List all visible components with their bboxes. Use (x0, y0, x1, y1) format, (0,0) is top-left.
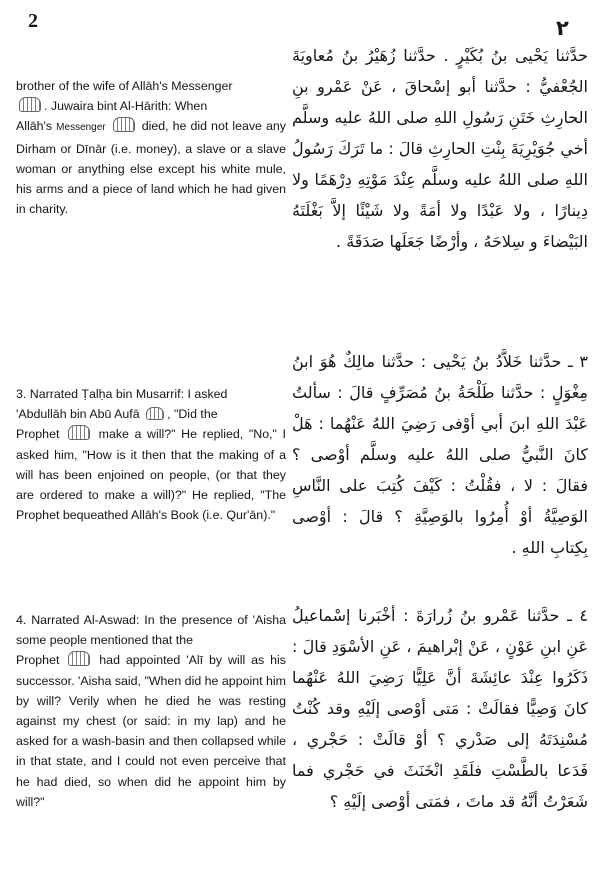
english-passage-1 (16, 76, 286, 219)
passage-text: Prophet (16, 653, 60, 668)
passage-text: 3. Narrated Ṭalḥa bin Musarrif: I asked (16, 387, 228, 401)
english-passage-3 (16, 384, 286, 525)
passage-text: 'Abdullāh bin Abū Aufā (16, 407, 140, 422)
passage-text: . Juwaira bint Al-Hārith: When (44, 99, 208, 114)
radiallahu-anhu-icon (146, 407, 164, 420)
sallallahu-alaihi-wasallam-icon (113, 117, 135, 132)
passage-text: as his successor. 'Aisha said, "When did he appoint him by will? Verily when he died he was resting against my chest (or said: in my lap) and he asked for a wash-basin and then collapsed while in that state, and I could not even perceive that he had died, so when did he appoint him by will?" (16, 653, 287, 809)
sallallahu-alaihi-wasallam-icon (68, 425, 90, 440)
page-number-arabic: ٢ (556, 16, 569, 40)
passage-text: Allāh's (16, 119, 53, 134)
passage-text: died, he did not (141, 119, 229, 134)
passage-text: "No," I asked him, "How is it then that the making of a will has been enjoined on people, (or that they are ordered to make a will)?" He replied, "The Prophet bequeathed Allāh's Book (i.e. Qur'ān)." (16, 427, 286, 523)
passage-text: leave any Dirham or Dīnār (i.e. money), a slave or a slave woman or anything else except his white mule, his arms and a piece of land which he had given in charity. (16, 119, 286, 217)
english-passage-4 (16, 610, 286, 812)
arabic-hadith-4: ٤ ـ حدَّثنا عَمْرو بنُ زُرارَةَ : أخْبَرنا إسْماعيلُ عَنِ ابنِ عَوْنٍ ، عَنْ إبْراهيمَ ، عَنِ الأسْوَدِ قالَ : ذَكَرُوا عِنْدَ عائِشَةَ أنَّ عَلِيًّا رَضِيَ اللهُ عَنْهُما كانَ وَصِيًّا فقالَتْ : مَتى أوْصى إلَيْهِ وقد كُنْتُ مُسْنِدَتَهُ إلى صَدْري ؟ أوْ قالَتْ : حَجْري ، فَدَعا بالطَّسْتِ فلَقَدِ انْخَنَثَ في حَجْري فما شَعَرْتُ أنَّهُ قد ماتَ ، فمَتى أوْصى إلَيْهِ ؟ (292, 606, 588, 811)
passage-text: Messenger (56, 122, 106, 134)
passage-text: Prophet (16, 427, 60, 442)
arabic-hadith-2: حدَّثنا يَحْيى بنُ بُكَيْرٍ . حدَّثنا زُهَيْرُ بنُ مُعاويَةَ الجُعْفيُّ : حدَّثنا أبو إسْحاقَ ، عَنْ عَمْرو بنِ الحارِثِ خَتَنِ رَسُولِ اللهِ صلى اللهُ عليه وسلَّم أخي جُوَيْرِيَةَ بِنْتِ الحارِثِ قالَ : ما تَرَكَ رَسُولُ اللهِ صلى اللهُ عليه وسلَّم عِنْدَ مَوْتِهِ دِرْهَمًا ولا دِينارًا ، ولا عَبْدًا ولا أمَةً ولا شَيْئًا إلاَّ بَغْلَتَهُ البَيْضاءَ و سِلاحَهُ ، وأرْضًا جَعَلَها صَدَقَةً . (292, 46, 588, 251)
passage-text: make a will?" He replied, (98, 427, 244, 442)
sallallahu-alaihi-wasallam-icon (19, 97, 41, 112)
arabic-hadith-3: ٣ ـ حدَّثنا خَلاَّدُ بنُ يَحْيى : حدَّثنا مالِكٌ هُوَ ابنُ مِغْوَلٍ : حدَّثنا طَلْحَةُ بنُ مُصَرِّفٍ قالَ : سألتُ عَبْدَ اللهِ ابنَ أبي أوْفى رَضِيَ اللهُ عَنْهُما : هَلْ كانَ النَّبيُّ صلى اللهُ عليه وسلَّم أوْصى ؟ فقالَ : لا ، فقُلْتُ : كَيْفَ كُتِبَ على النَّاسِ الوَصِيَّةُ أوْ أُمِرُوا بالوَصِيَّةِ ؟ قالَ : أوْصى بِكِتابِ اللهِ . (292, 352, 588, 557)
sallallahu-alaihi-wasallam-icon (68, 651, 90, 666)
passage-text: 4. Narrated Al-Aswad: In the presence of 'Aisha some people mentioned that the (16, 613, 286, 648)
passage-text: had appointed 'Alī by will (99, 653, 246, 668)
passage-text: brother of the wife of Allāh's Messenger (16, 79, 233, 93)
page-number: 2 (28, 10, 38, 32)
passage-text: , "Did the (167, 407, 218, 422)
